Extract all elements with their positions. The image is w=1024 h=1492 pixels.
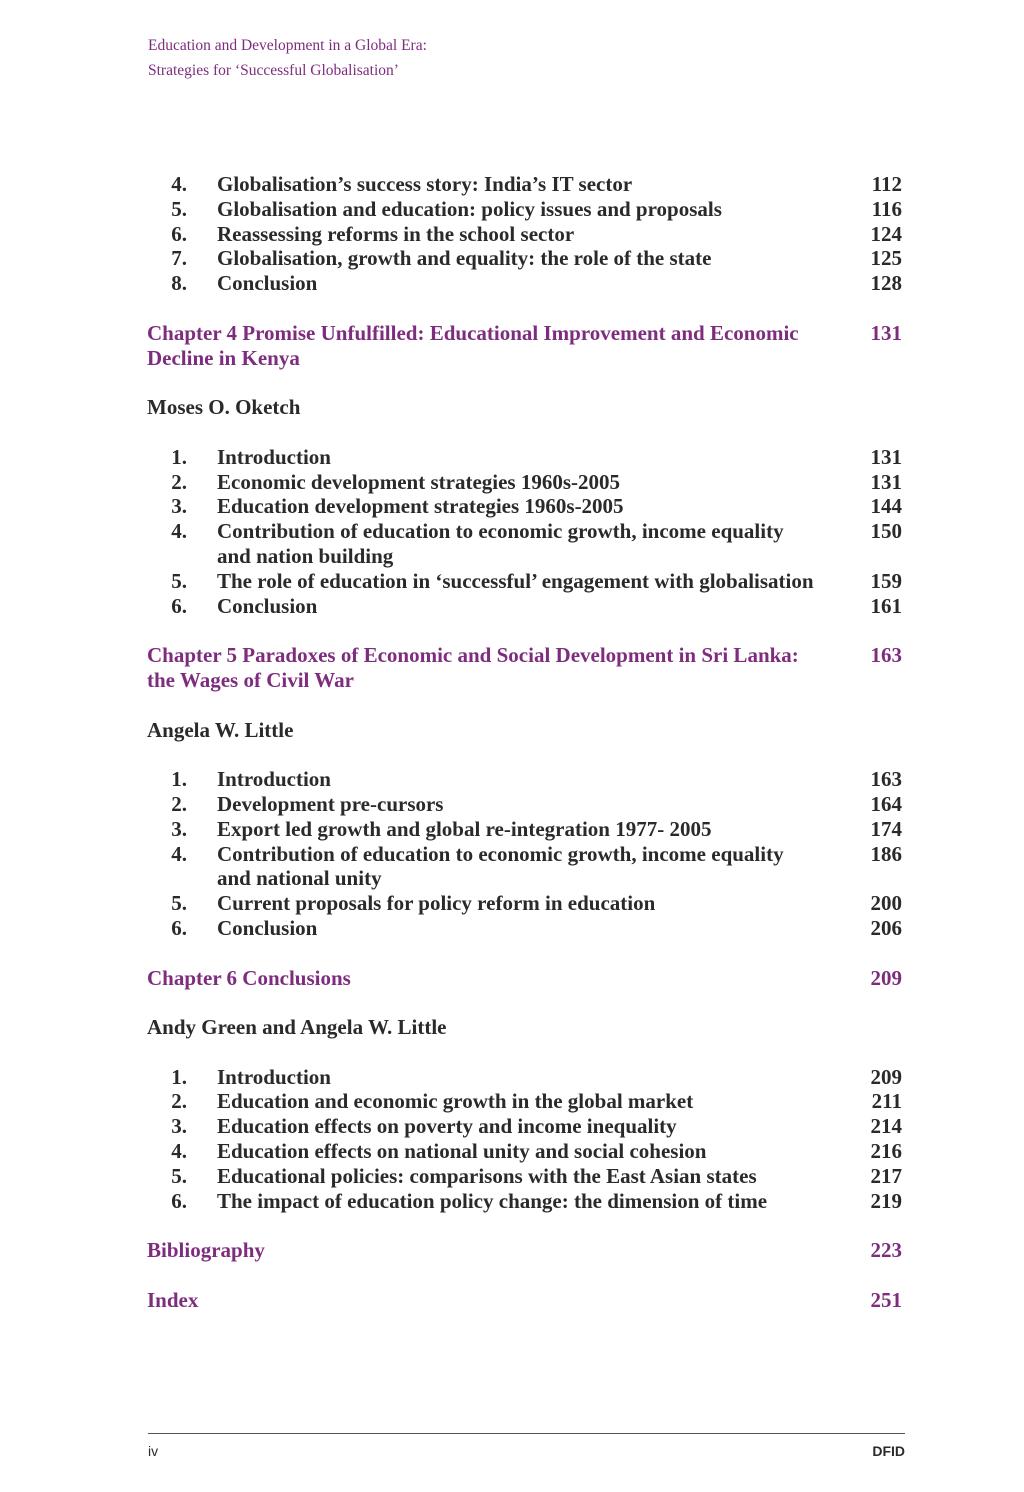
entry-page: 216	[870, 1139, 902, 1164]
toc-entry[interactable]	[147, 1114, 902, 1139]
entry-title: Current proposals for policy reform in education	[217, 891, 656, 916]
entry-page: 163	[870, 767, 902, 792]
toc-entry[interactable]	[147, 916, 902, 941]
entry-page: 112	[871, 172, 902, 196]
index-title: Index	[147, 1287, 199, 1312]
entry-page: 161	[870, 593, 902, 618]
entry-title: Globalisation and education: policy issues and proposals	[217, 196, 722, 221]
entry-title: Education effects on poverty and income inequality	[217, 1114, 677, 1139]
toc-entry[interactable]	[147, 197, 902, 222]
entry-number: 2.	[171, 791, 187, 816]
toc-entry[interactable]	[147, 1164, 902, 1189]
entry-page: 150	[870, 519, 902, 544]
toc-entry[interactable]	[147, 569, 902, 594]
entry-page: 125	[870, 246, 902, 271]
entry-title: Economic development strategies 1960s-2005	[217, 469, 621, 494]
toc-entry[interactable]	[147, 470, 902, 495]
entry-title: The role of education in ‘successful’ engagement with globalisation	[217, 568, 814, 593]
toc-entry[interactable]	[147, 271, 902, 296]
entry-number: 4.	[171, 172, 187, 196]
entry-number: 8.	[171, 271, 187, 296]
entry-number: 3.	[171, 816, 187, 841]
toc-entry[interactable]	[147, 792, 902, 817]
toc-bibliography[interactable]	[147, 1238, 902, 1263]
entry-number: 4.	[171, 841, 187, 866]
entry-page: 174	[870, 816, 902, 841]
entry-page: 186	[870, 841, 902, 866]
entry-title: Educational policies: comparisons with the East Asian states	[217, 1163, 757, 1188]
entry-title: Introduction	[217, 767, 331, 792]
entry-page: 209	[870, 1064, 902, 1089]
toc-chapter-5-items	[147, 767, 902, 941]
entry-number: 2.	[171, 1089, 187, 1114]
toc-entry[interactable]	[147, 891, 902, 916]
toc-entry[interactable]	[147, 494, 902, 519]
toc-entry[interactable]	[147, 1189, 902, 1214]
footer-publisher: DFID	[872, 1443, 905, 1459]
entry-page: 219	[870, 1188, 902, 1213]
table-of-contents	[147, 172, 902, 1313]
entry-title: Education effects on national unity and social cohesion	[217, 1139, 707, 1164]
entry-title: Contribution of education to economic growth, income equality and national unity	[217, 841, 784, 891]
toc-chapter-4-heading[interactable]	[147, 321, 902, 371]
toc-chapter-4-items	[147, 445, 902, 619]
running-head-line-2: Strategies for ‘Successful Globalisation’	[148, 62, 399, 79]
entry-number: 1.	[171, 444, 187, 469]
entry-page: 131	[870, 444, 902, 469]
toc-entry[interactable]	[147, 172, 902, 197]
entry-title: Introduction	[217, 444, 331, 469]
entry-page: 144	[870, 494, 902, 519]
chapter-page: 209	[870, 965, 902, 990]
toc-chapter-6-heading[interactable]	[147, 966, 902, 991]
toc-entry[interactable]	[147, 445, 902, 470]
entry-page: 128	[870, 271, 902, 296]
chapter-page: 131	[870, 320, 902, 345]
entry-number: 4.	[171, 1139, 187, 1164]
entry-number: 1.	[171, 767, 187, 792]
entry-title: Globalisation, growth and equality: the role of the state	[217, 246, 712, 271]
entry-number: 6.	[171, 593, 187, 618]
entry-page: 214	[870, 1114, 902, 1139]
running-head	[148, 33, 427, 83]
entry-number: 2.	[171, 469, 187, 494]
entry-title: Education and economic growth in the global market	[217, 1089, 694, 1114]
entry-title: Contribution of education to economic growth, income equality and nation building	[217, 519, 784, 568]
entry-number: 4.	[171, 519, 187, 544]
toc-entry[interactable]	[147, 1065, 902, 1090]
footer-page-number: iv	[148, 1443, 159, 1459]
entry-title: Education development strategies 1960s-2005	[217, 494, 624, 519]
entry-title: The impact of education policy change: the dimension of time	[217, 1188, 768, 1213]
entry-page: 164	[870, 791, 902, 816]
entry-page: 159	[870, 568, 902, 593]
toc-entry[interactable]	[147, 519, 902, 569]
entry-title: Reassessing reforms in the school sector	[217, 221, 575, 246]
entry-title: Conclusion	[217, 271, 318, 296]
entry-title: Export led growth and global re-integration 1977- 2005	[217, 816, 712, 841]
entry-title: Conclusion	[217, 915, 318, 940]
toc-entry[interactable]	[147, 246, 902, 271]
running-head-line-1: Education and Development in a Global Era:	[148, 37, 427, 54]
entry-number: 6.	[171, 221, 187, 246]
entry-page: 131	[870, 469, 902, 494]
toc-entry[interactable]	[147, 1089, 902, 1114]
entry-page: 217	[870, 1163, 902, 1188]
toc-entry[interactable]	[147, 594, 902, 619]
chapter-4-author: Moses O. Oketch	[147, 395, 301, 420]
toc-entry[interactable]	[147, 222, 902, 247]
chapter-title: Chapter 4 Promise Unfulfilled: Educational Improvement and Economic Decline in Kenya	[147, 320, 799, 370]
entry-number: 1.	[171, 1064, 187, 1089]
entry-number: 5.	[171, 891, 187, 916]
entry-title: Conclusion	[217, 593, 318, 618]
index-page: 251	[870, 1287, 902, 1312]
entry-number: 5.	[171, 568, 187, 593]
entry-number: 6.	[171, 1188, 187, 1213]
toc-entry[interactable]	[147, 842, 902, 892]
footer-divider	[148, 1433, 905, 1434]
entry-page: 200	[870, 891, 902, 916]
bibliography-title: Bibliography	[147, 1238, 265, 1263]
entry-page: 116	[871, 196, 902, 221]
entry-number: 7.	[171, 246, 187, 271]
toc-index[interactable]	[147, 1288, 902, 1313]
entry-number: 5.	[171, 196, 187, 221]
entry-page: 211	[871, 1089, 902, 1114]
chapter-6-author: Andy Green and Angela W. Little	[147, 1015, 447, 1040]
chapter-page: 163	[870, 643, 902, 668]
toc-chapter-3-items	[147, 172, 902, 296]
bibliography-page: 223	[870, 1238, 902, 1263]
toc-entry[interactable]	[147, 1139, 902, 1164]
entry-title: Globalisation’s success story: India’s IT sector	[217, 172, 633, 196]
entry-number: 3.	[171, 1114, 187, 1139]
toc-entry[interactable]	[147, 817, 902, 842]
chapter-title: Chapter 5 Paradoxes of Economic and Social Development in Sri Lanka: the Wages of Civil War	[147, 643, 799, 692]
entry-number: 5.	[171, 1163, 187, 1188]
chapter-5-author: Angela W. Little	[147, 717, 294, 742]
toc-chapter-6-items	[147, 1065, 902, 1214]
entry-number: 6.	[171, 915, 187, 940]
entry-page: 124	[870, 221, 902, 246]
entry-title: Introduction	[217, 1064, 331, 1089]
entry-number: 3.	[171, 494, 187, 519]
toc-chapter-5-heading[interactable]	[147, 643, 902, 693]
toc-entry[interactable]	[147, 767, 902, 792]
entry-page: 206	[870, 915, 902, 940]
entry-title: Development pre-cursors	[217, 791, 444, 816]
chapter-title: Chapter 6 Conclusions	[147, 965, 351, 990]
